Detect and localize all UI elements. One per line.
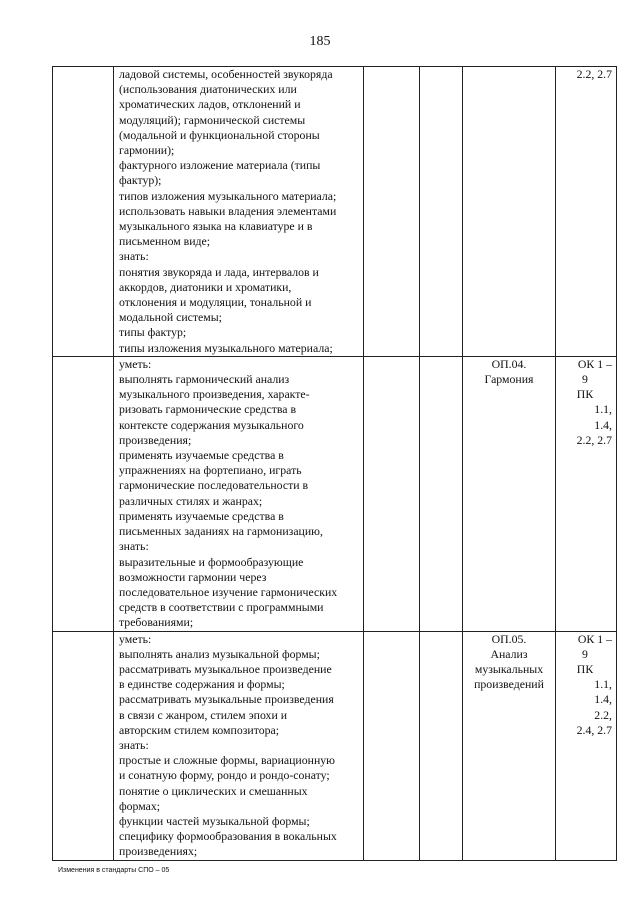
cell-line: знать:: [119, 249, 149, 264]
cell-line: понятие о циклических и смешанных: [119, 783, 308, 798]
index-cell: [53, 631, 114, 860]
cell-line: простые и сложные формы, вариационную: [119, 753, 335, 768]
cell-line: рассматривать музыкальные произведения: [119, 692, 334, 707]
cell-line: музыкальных: [474, 661, 544, 676]
cell-line: произведения;: [119, 432, 192, 447]
cell-line: 2.2,: [594, 707, 612, 722]
cell-line: применять изучаемые средства в: [119, 448, 284, 463]
cell-line: Гармония: [484, 372, 534, 387]
cell-line: 1.1,: [594, 677, 612, 692]
page-number: 185: [309, 34, 331, 49]
subject-cell: [463, 631, 556, 860]
cell-line: гармонии);: [119, 143, 175, 158]
cell-line: произведений: [474, 677, 544, 692]
cell-line: ОП.05.: [491, 631, 527, 646]
cell-line: отклонения и модуляции, тональной и: [119, 295, 312, 310]
cell-line: типы изложения музыкального материала;: [119, 340, 333, 355]
content-cell: [114, 631, 364, 860]
hours-cell: [364, 356, 420, 631]
cell-line: ладовой системы, особенностей звукоряда: [119, 67, 333, 81]
competence-cell: [556, 67, 617, 357]
cell-line: формах;: [119, 798, 161, 813]
cell-line: средств в соответствии с программными: [119, 600, 324, 615]
cell-line: уметь:: [119, 356, 152, 371]
cell-line: различных стилях и жанрах;: [119, 493, 263, 508]
cell-line: уметь:: [119, 631, 152, 646]
cell-line: ризовать гармонические средства в: [119, 402, 297, 417]
cell-line: упражнениях на фортепиано, играть: [119, 463, 302, 478]
hours-cell: [420, 631, 463, 860]
cell-line: письменных заданиях на гармонизацию,: [119, 524, 323, 539]
cell-line: произведениях;: [119, 844, 198, 859]
cell-line: выполнять гармонический анализ: [119, 372, 290, 387]
cell-line: гармонические последовательности в: [119, 478, 309, 493]
cell-line: выразительные и формообразующие: [119, 554, 304, 569]
cell-line: аккордов, диатоники и хроматики,: [119, 279, 292, 294]
cell-line: ОК 1 –: [577, 356, 612, 371]
hours-cell: [364, 631, 420, 860]
cell-line: контексте содержания музыкального: [119, 417, 304, 432]
standards-table: [52, 66, 617, 861]
cell-line: знать:: [119, 539, 149, 554]
cell-line: 2.4, 2.7: [576, 722, 612, 737]
cell-line: модуляций); гармонической системы: [119, 112, 306, 127]
subject-cell: [463, 67, 556, 357]
cell-line: музыкального языка на клавиатуре и в: [119, 219, 313, 234]
cell-line: использовать навыки владения элементами: [119, 203, 337, 218]
cell-line: 2.2, 2.7: [576, 432, 612, 447]
cell-line: письменном виде;: [119, 234, 211, 249]
table-row: [53, 67, 617, 357]
table-row: [53, 631, 617, 860]
content-cell: [114, 67, 364, 357]
cell-line: применять изучаемые средства в: [119, 508, 284, 523]
cell-line: последовательное изучение гармонических: [119, 584, 338, 599]
cell-line: рассматривать музыкальное произведение: [119, 661, 332, 676]
cell-line: ОК 1 –: [577, 631, 612, 646]
cell-line: 1.1,: [594, 402, 612, 417]
hours-cell: [420, 356, 463, 631]
cell-line: фактурного изложение материала (типы: [119, 158, 321, 173]
cell-line: и сонатную форму, рондо и рондо-сонату;: [119, 768, 330, 783]
index-cell: [53, 67, 114, 357]
cell-line: в связи с жанром, стилем эпохи и: [119, 707, 288, 722]
cell-line: фактур);: [119, 173, 162, 188]
cell-line: требованиями;: [119, 615, 194, 630]
cell-line: понятия звукоряда и лада, интервалов и: [119, 264, 319, 279]
cell-line: модальной системы;: [119, 310, 222, 325]
competence-cell: [556, 631, 617, 860]
cell-line: (модальной и функциональной стороны: [119, 127, 320, 142]
cell-line: ПК: [576, 661, 594, 676]
table-row: [53, 356, 617, 631]
cell-line: возможности гармонии через: [119, 569, 267, 584]
cell-line: специфику формообразования в вокальных: [119, 829, 337, 844]
cell-line: ОП.04.: [491, 356, 527, 371]
cell-line: типов изложения музыкального материала;: [119, 188, 337, 203]
cell-line: в единстве содержания и формы;: [119, 677, 285, 692]
cell-line: (использования диатонических или: [119, 82, 297, 97]
cell-line: функции частей музыкальной формы;: [119, 813, 310, 828]
cell-line: 1.4,: [594, 417, 612, 432]
cell-line: 9: [582, 372, 588, 387]
cell-line: типы фактур;: [119, 325, 187, 340]
content-cell: [114, 356, 364, 631]
hours-cell: [364, 67, 420, 357]
cell-line: 1.4,: [594, 692, 612, 707]
cell-line: авторским стилем композитора;: [119, 722, 280, 737]
cell-line: знать:: [119, 737, 149, 752]
cell-line: 9: [582, 646, 588, 661]
hours-cell: [420, 67, 463, 357]
footer-note: Изменения в стандарты СПО – 05: [58, 867, 170, 874]
subject-cell: [463, 356, 556, 631]
cell-line: 2.2, 2.7: [576, 67, 612, 81]
cell-line: ПК: [576, 387, 594, 402]
cell-line: музыкального произведения, характе-: [119, 387, 310, 402]
competence-cell: [556, 356, 617, 631]
index-cell: [53, 356, 114, 631]
cell-line: хроматических ладов, отклонений и: [119, 97, 301, 112]
cell-line: выполнять анализ музыкальной формы;: [119, 646, 320, 661]
cell-line: Анализ: [490, 646, 528, 661]
